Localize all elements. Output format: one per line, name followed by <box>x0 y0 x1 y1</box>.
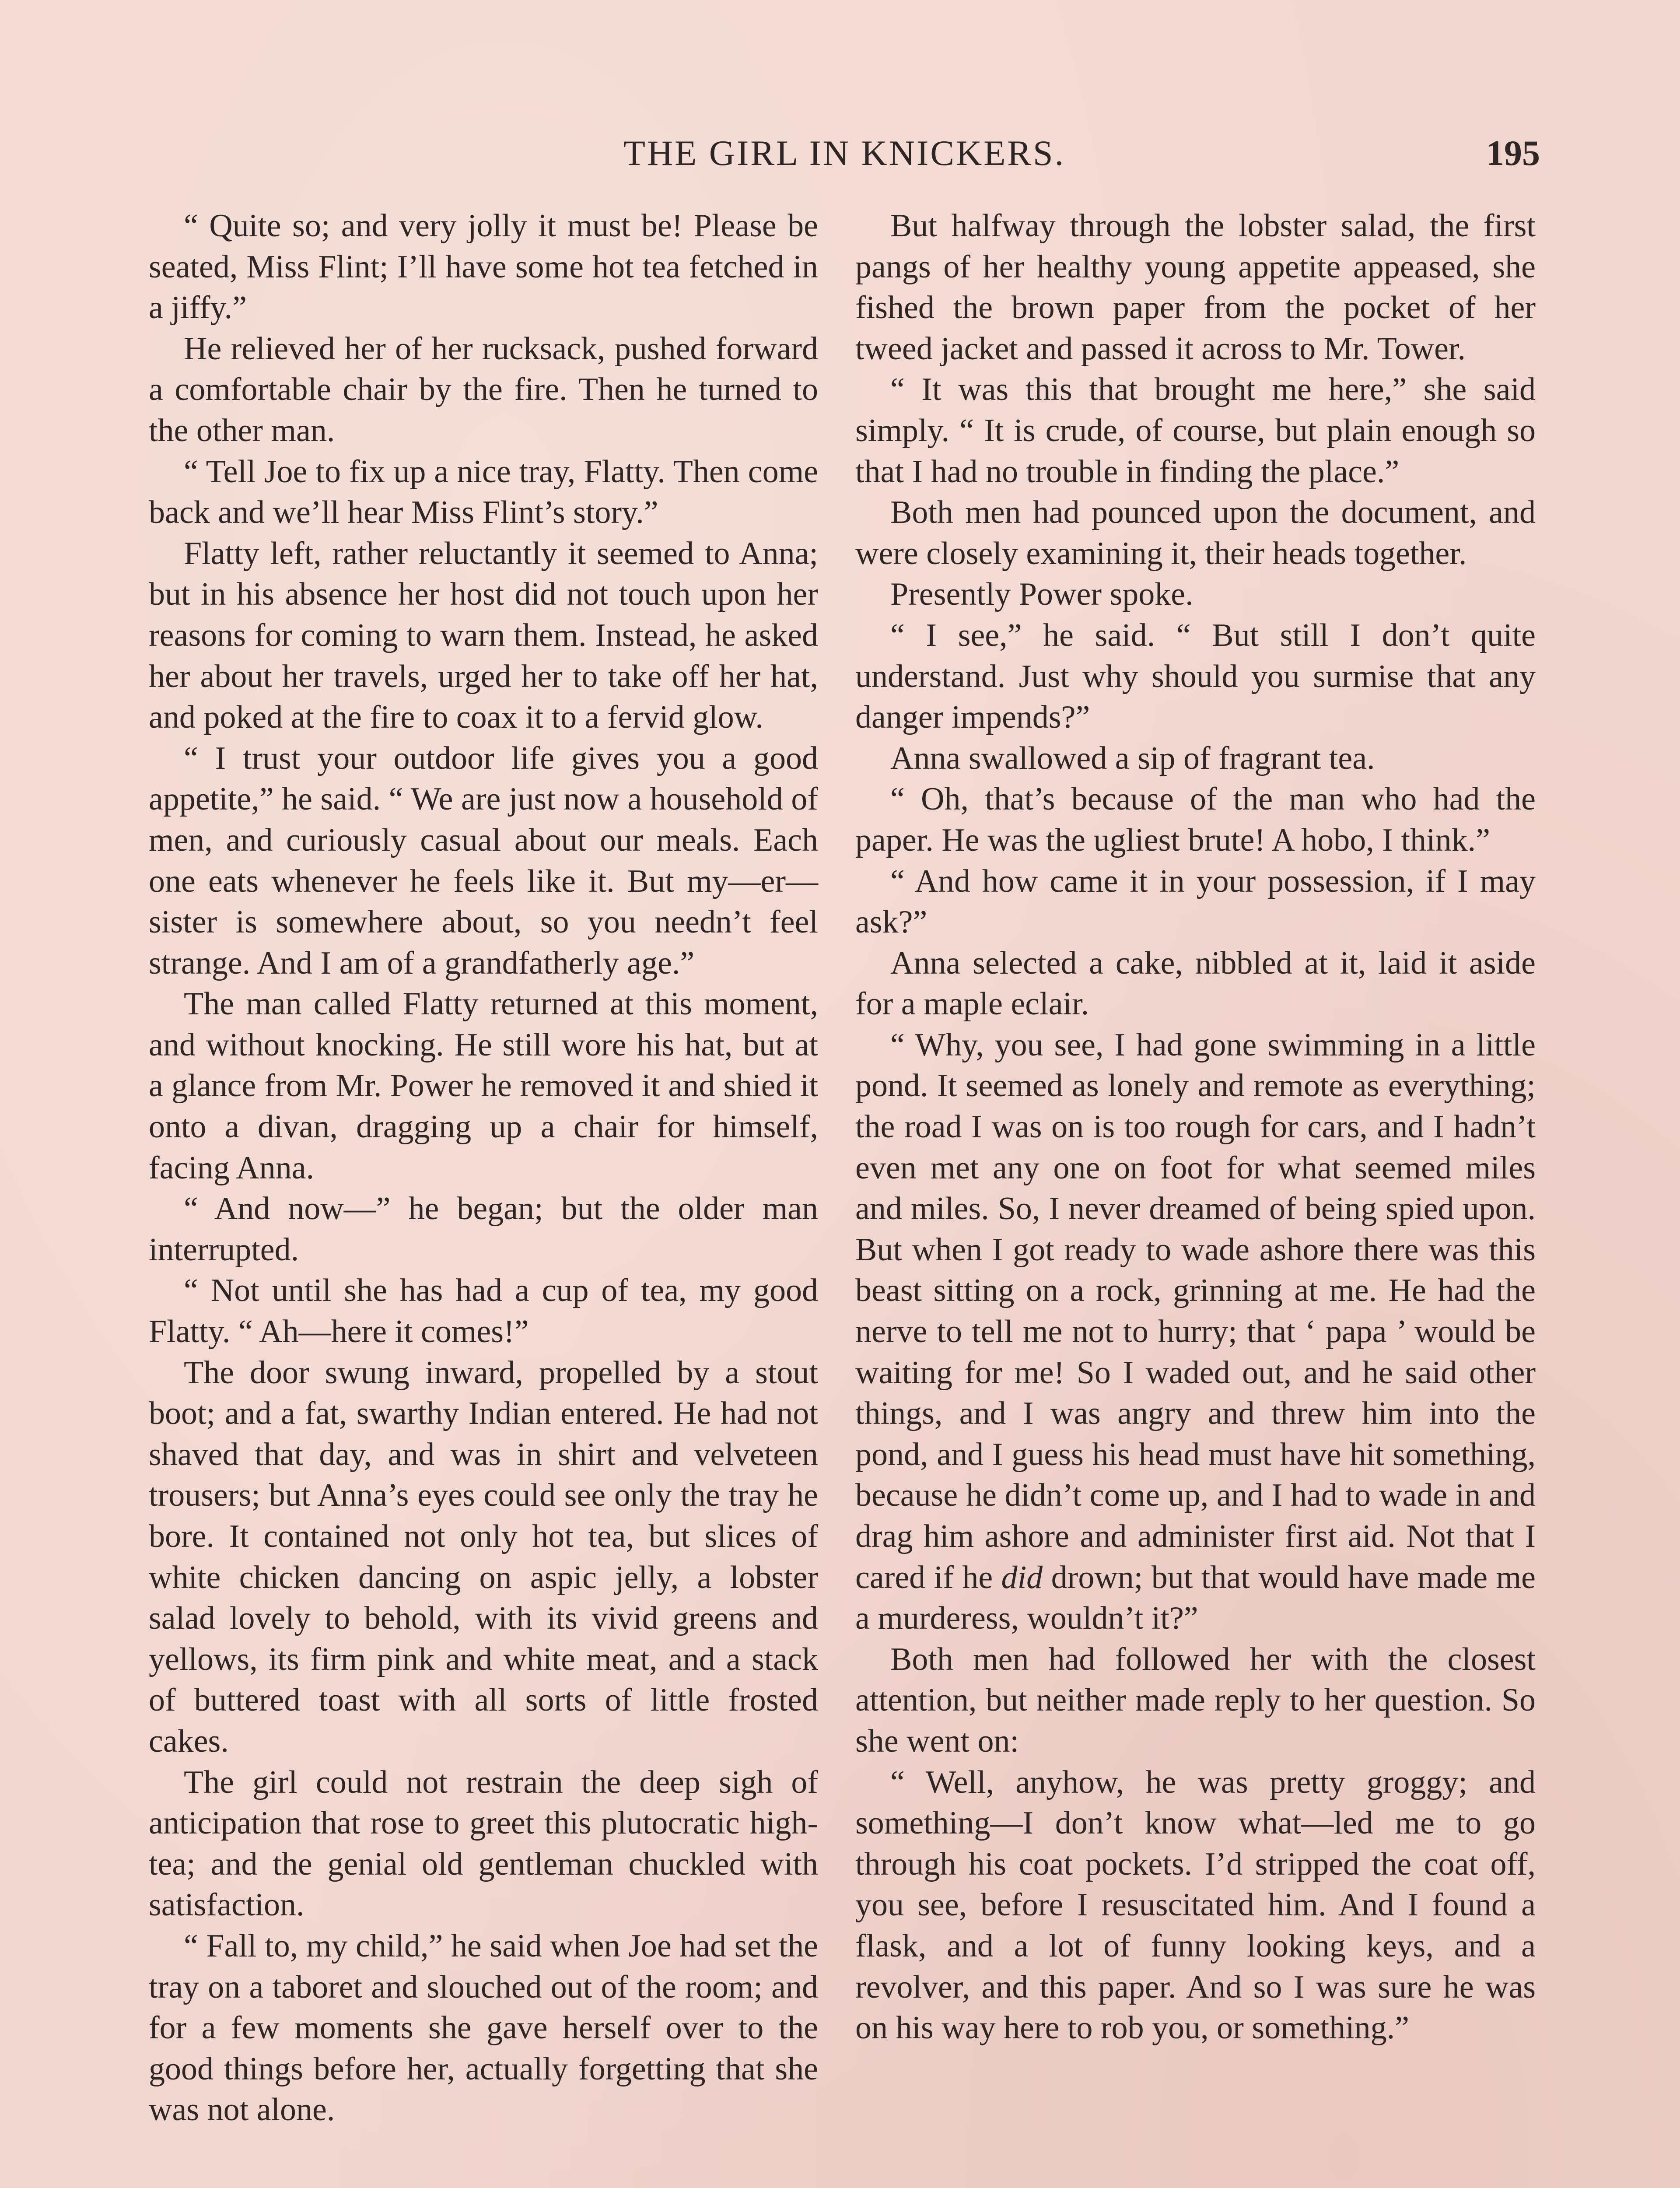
paragraph: “ Not until she has had a cup of tea, my good Flatty. “ Ah—here it comes!” <box>149 1273 818 1350</box>
paragraph: “ Oh, that’s because of the man who had the paper. He was the ugliest brute! A hobo, I think.” <box>855 781 1536 858</box>
paragraph: Presently Power spoke. <box>890 576 1194 613</box>
paragraph: But halfway through the lobster salad, the first pangs of her healthy young appetite appeased, she fished the brown paper from the pocket of her tweed jacket and passed it across to Mr. Tower. <box>855 208 1536 367</box>
paragraph: Both men had followed her with the closest attention, but neither made reply to her question. So she went on: <box>855 1641 1536 1759</box>
running-title: THE GIRL IN KNICKERS. <box>623 133 1066 173</box>
right-column <box>855 206 1536 2049</box>
paragraph-text: “ Why, you see, I had gone swimming in a little pond. It seemed as lonely and remote as everything; the road I was on is too rough for cars, and I hadn’t even met any one on foot for what seemed miles and miles. So, I never dreamed of being spied upon. But when I got ready to wade ashore there was this beast sitting on a rock, grinning at me. He had the nerve to tell me not to hurry; that ‘ papa ’ would be waiting for me! So I waded out, and he said other things, and I was angry and threw him into the pond, and I guess his head must have hit something, because he didn’t come up, and I had to wade in and drag him ashore and administer first aid. Not that I cared if he <box>855 1027 1536 1595</box>
paragraph-text: drown; but that would have made me a murderess, wouldn’t it?” <box>855 1559 1536 1637</box>
paragraph: “ I trust your outdoor life gives you a good appetite,” he said. “ We are just now a household of men, and curiously casual about our meals. Each one eats whenever he feels like it. But my—er—sister is somewhere about, so you needn’t feel strange. And I am of a grandfatherly age.” <box>149 740 818 981</box>
paragraph: “ Tell Joe to fix up a nice tray, Flatty. Then come back and we’ll hear Miss Flint’s story.” <box>149 453 818 531</box>
paragraph: The girl could not restrain the deep sigh of anticipation that rose to greet this plutocratic high-tea; and the genial old gentleman chuckled with satisfaction. <box>149 1764 818 1923</box>
paragraph: “ Quite so; and very jolly it must be! Please be seated, Miss Flint; I’ll have some hot tea fetched in a jiffy.” <box>149 208 818 326</box>
paragraph: “ I see,” he said. “ But still I don’t quite understand. Just why should you surmise that any danger impends?” <box>855 617 1536 736</box>
paragraph: “ And how came it in your possession, if I may ask?” <box>855 863 1536 940</box>
running-head <box>149 127 1540 179</box>
left-column <box>149 206 818 2131</box>
paragraph: Flatty left, rather reluctantly it seemed to Anna; but in his absence her host did not touch upon her reasons for coming to warn them. Instead, he asked her about her travels, urged her to take off her hat, and poked at the fire to coax it to a fervid glow. <box>149 535 818 736</box>
paragraph: “ It was this that brought me here,” she said simply. “ It is crude, of course, but plain enough so that I had no trouble in finding the place.” <box>855 372 1536 490</box>
paragraph: He relieved her of her rucksack, pushed forward a comfortable chair by the fire. Then he turned to the other man. <box>149 330 818 449</box>
paragraph: “ And now—” he began; but the older man interrupted. <box>149 1191 818 1268</box>
paragraph <box>855 1025 1536 1639</box>
paragraph: Anna selected a cake, nibbled at it, laid it aside for a maple eclair. <box>855 945 1536 1022</box>
paragraph: “ Fall to, my child,” he said when Joe had set the tray on a taboret and slouched out of the room; and for a few moments she gave herself over to the good things before her, actually forgetting that she was not alone. <box>149 1928 818 2128</box>
page-number: 195 <box>1486 133 1540 173</box>
paragraph: The man called Flatty returned at this moment, and without knocking. He still wore his hat, but at a glance from Mr. Power he removed it and shied it onto a divan, dragging up a chair for himself, facing Anna. <box>149 986 818 1186</box>
paragraph: “ Well, anyhow, he was pretty groggy; and something—I don’t know what—led me to go through his coat pockets. I’d stripped the coat off, you see, before I resuscitated him. And I found a flask, and a lot of funny looking keys, and a revolver, and this paper. And so I was sure he was on his way here to rob you, or something.” <box>855 1764 1536 2046</box>
paragraph: Both men had pounced upon the document, and were closely examining it, their heads together. <box>855 494 1536 572</box>
emphasis-text: did <box>1001 1559 1043 1595</box>
paragraph: Anna swallowed a sip of fragrant tea. <box>890 740 1375 776</box>
paragraph: The door swung inward, propelled by a stout boot; and a fat, swarthy Indian entered. He had not shaved that day, and was in shirt and velveteen trousers; but Anna’s eyes could see only the tray he bore. It contained not only hot tea, but slices of white chicken dancing on aspic jelly, a lobster salad lovely to behold, with its vivid greens and yellows, its firm pink and white meat, and a stack of buttered toast with all sorts of little frosted cakes. <box>149 1354 818 1759</box>
